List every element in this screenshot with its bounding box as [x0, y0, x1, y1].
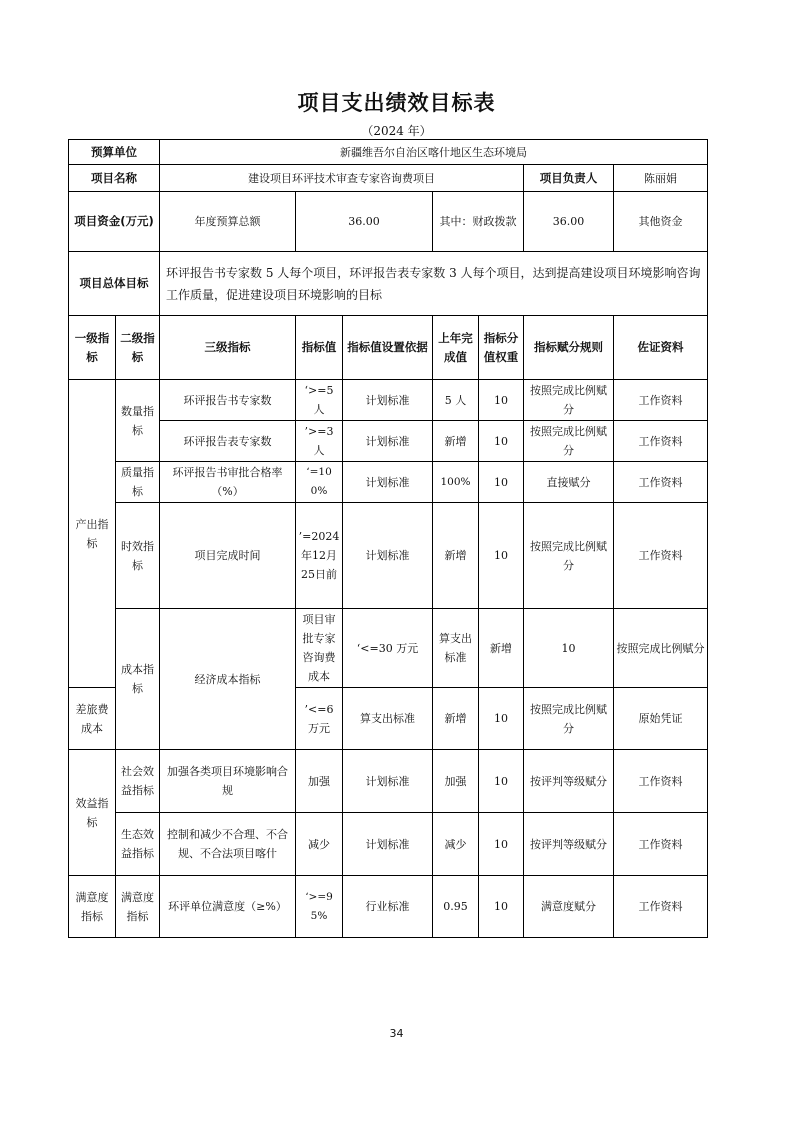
indicator-value: 加强: [296, 750, 343, 813]
budget-unit-value: 新疆维吾尔自治区喀什地区生态环境局: [160, 140, 708, 165]
project-name-label: 项目名称: [69, 165, 160, 192]
table-row: [69, 421, 708, 462]
indicator-basis: 计划标准: [343, 813, 433, 876]
budget-unit-row: [69, 140, 708, 165]
indicator-last-year: 加强: [433, 750, 479, 813]
indicator-evidence: 工作资料: [614, 421, 708, 462]
indicator-basis: 行业标准: [343, 876, 433, 938]
table-row: [69, 750, 708, 813]
col-level3: 三级指标: [160, 316, 296, 380]
indicator-rule: 按照完成比例赋分: [524, 688, 614, 750]
indicator-weight: 10: [479, 750, 524, 813]
indicator: 加强各类项目环境影响合规: [160, 750, 296, 813]
subgroup-timeliness: 时效指标: [116, 503, 160, 609]
indicator-rule: 按照完成比例赋分: [614, 609, 708, 688]
fiscal-value: 36.00: [524, 192, 614, 252]
project-leader-value: 陈丽娟: [614, 165, 708, 192]
indicator: 环评报告表专家数: [160, 421, 296, 462]
indicator-rule: 满意度赋分: [524, 876, 614, 938]
table-row: [69, 503, 708, 609]
indicator: 项目审批专家咨询费成本: [296, 609, 343, 688]
indicator-rule: 按评判等级赋分: [524, 750, 614, 813]
indicator-last-year: 新增: [479, 609, 524, 688]
budget-unit-label: 预算单位: [69, 140, 160, 165]
indicator-value: ‘>=5 人: [296, 380, 343, 421]
project-funds-label: 项目资金(万元): [69, 192, 160, 252]
project-name-value: 建设项目环评技术审查专家咨询费项目: [160, 165, 524, 192]
year-subtitle: （2024 年）: [361, 124, 432, 138]
overall-goal-row: [69, 252, 708, 316]
indicator-basis: 计划标准: [343, 380, 433, 421]
indicator-weight: 10: [479, 503, 524, 609]
indicator-rule: 按照完成比例赋分: [524, 421, 614, 462]
indicator-evidence: 工作资料: [614, 813, 708, 876]
table-row: [69, 876, 708, 938]
indicator-evidence: 原始凭证: [614, 688, 708, 750]
indicator-evidence: 工作资料: [614, 876, 708, 938]
col-weight: 指标分值权重: [479, 316, 524, 380]
indicator-weight: 10: [479, 813, 524, 876]
table-row: [69, 462, 708, 503]
indicator-last-year: 100%: [433, 462, 479, 503]
indicator-evidence: 工作资料: [614, 503, 708, 609]
indicator-weight: 10: [479, 688, 524, 750]
indicator-evidence: 工作资料: [614, 750, 708, 813]
page-title: 项目支出绩效目标表: [297, 91, 496, 115]
indicator-rule: 按照完成比例赋分: [524, 503, 614, 609]
indicator-basis: 算支出标准: [343, 688, 433, 750]
col-evidence: 佐证资料: [614, 316, 708, 380]
indicator-weight: 10: [479, 380, 524, 421]
indicator-basis: 计划标准: [343, 503, 433, 609]
indicator-value: ’<=6 万元: [296, 688, 343, 750]
indicator: 环评报告书审批合格率（%）: [160, 462, 296, 503]
indicator-rule: 按照完成比例赋分: [524, 380, 614, 421]
indicator: 环评单位满意度（≥%）: [160, 876, 296, 938]
indicator-value: ‘<=30 万元: [343, 609, 433, 688]
group-output: 产出指标: [69, 380, 116, 688]
subgroup-quantity: 数量指标: [116, 380, 160, 462]
other-funds-label: 其他资金: [614, 192, 708, 252]
group-satisfaction: 满意度指标: [69, 876, 116, 938]
overall-goal-value: 环评报告书专家数 5 人每个项目，环评报告表专家数 3 人每个项目，达到提高建设项目环境影响咨询工作质量，促进建设项目环境影响的目标: [160, 252, 708, 316]
overall-goal-label: 项目总体目标: [69, 252, 160, 316]
indicator-basis: 计划标准: [343, 421, 433, 462]
indicator-weight: 10: [524, 609, 614, 688]
subgroup-quality: 质量指标: [116, 462, 160, 503]
project-leader-label: 项目负责人: [524, 165, 614, 192]
indicator-value: ‘=100%: [296, 462, 343, 503]
indicator: 控制和减少不合理、不合规、不合法项目喀什: [160, 813, 296, 876]
table-row: [69, 609, 708, 688]
subgroup-economic: 经济成本指标: [160, 609, 296, 750]
indicator-weight: 10: [479, 462, 524, 503]
indicator-value: ’>=3 人: [296, 421, 343, 462]
indicator-rule: 直接赋分: [524, 462, 614, 503]
indicator-value: 减少: [296, 813, 343, 876]
indicator-value: ‘>=95%: [296, 876, 343, 938]
indicator-last-year: 0.95: [433, 876, 479, 938]
project-name-row: [69, 165, 708, 192]
group-benefit: 效益指标: [69, 750, 116, 876]
indicator-evidence: 工作资料: [614, 380, 708, 421]
indicator: 项目完成时间: [160, 503, 296, 609]
subgroup-ecological: 生态效益指标: [116, 813, 160, 876]
group-cost: 成本指标: [116, 609, 160, 750]
indicator-value: ’=2024年12月25日前: [296, 503, 343, 609]
col-rule: 指标赋分规则: [524, 316, 614, 380]
annual-total-value: 36.00: [296, 192, 433, 252]
indicator-last-year: 减少: [433, 813, 479, 876]
indicator-basis: 计划标准: [343, 462, 433, 503]
indicator-last-year: 新增: [433, 503, 479, 609]
col-level2: 二级指标: [116, 316, 160, 380]
page-number: 34: [389, 1027, 404, 1040]
subgroup-social: 社会效益指标: [116, 750, 160, 813]
indicator-basis: 算支出标准: [433, 609, 479, 688]
col-value: 指标值: [296, 316, 343, 380]
project-funds-row: [69, 192, 708, 252]
col-basis: 指标值设置依据: [343, 316, 433, 380]
indicator-weight: 10: [479, 876, 524, 938]
column-header-row: [69, 316, 708, 380]
indicator-last-year: 新增: [433, 421, 479, 462]
subgroup-satisfaction: 满意度指标: [116, 876, 160, 938]
performance-table: [68, 139, 708, 938]
indicator-basis: 计划标准: [343, 750, 433, 813]
indicator-last-year: 5 人: [433, 380, 479, 421]
indicator-weight: 10: [479, 421, 524, 462]
annual-total-label: 年度预算总额: [160, 192, 296, 252]
indicator: 差旅费成本: [69, 688, 116, 750]
indicator-last-year: 新增: [433, 688, 479, 750]
table-row: [69, 813, 708, 876]
col-level1: 一级指标: [69, 316, 116, 380]
indicator-rule: 按评判等级赋分: [524, 813, 614, 876]
indicator: 环评报告书专家数: [160, 380, 296, 421]
table-row: [69, 380, 708, 421]
fiscal-label: 其中：财政拨款: [433, 192, 524, 252]
col-last-year: 上年完成值: [433, 316, 479, 380]
indicator-evidence: 工作资料: [614, 462, 708, 503]
